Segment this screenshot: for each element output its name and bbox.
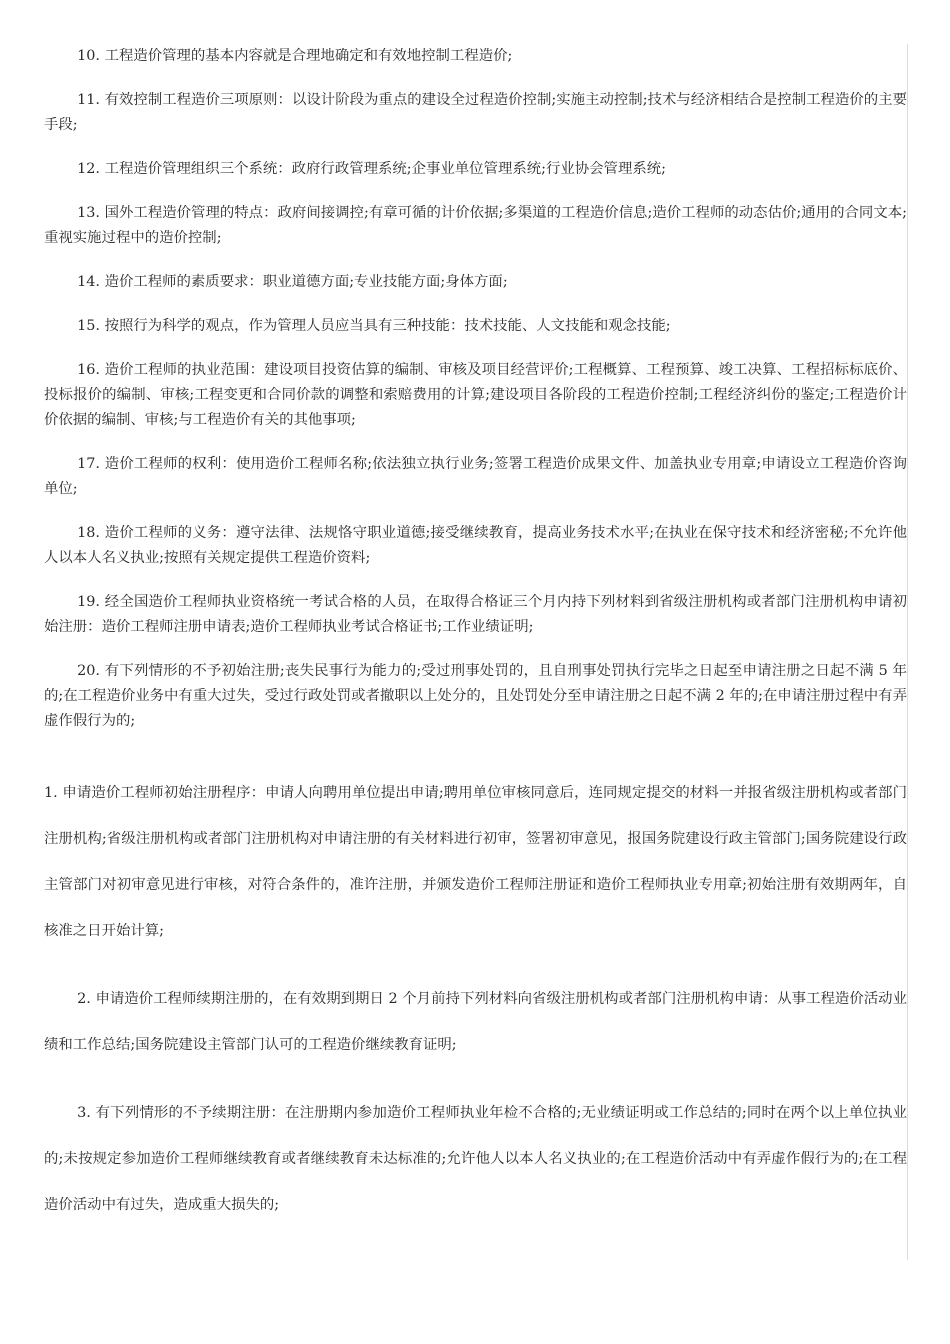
paragraph-12: 12. 工程造价管理组织三个系统：政府行政管理系统;企事业单位管理系统;行业协会管理系统; bbox=[77, 161, 666, 177]
page-edge-rule bbox=[907, 44, 908, 1260]
paragraph-10: 10. 工程造价管理的基本内容就是合理地确定和有效地控制工程造价; bbox=[77, 48, 513, 64]
paragraph-19: 19. 经全国造价工程师执业资格统一考试合格的人员，在取得合格证三个月内持下列材料到省级注册机构或者部门注册机构申请初始注册：造价工程师注册申请表;造价工程师执业考试合格证书;工作业绩证明; bbox=[44, 594, 907, 635]
registration-section bbox=[44, 770, 907, 1228]
paragraph-15: 15. 按照行为科学的观点，作为管理人员应当具有三种技能：技术技能、人文技能和观念技能; bbox=[77, 318, 671, 334]
paragraph-20: 20. 有下列情形的不予初始注册;丧失民事行为能力的;受过刑事处罚的，且自刑事处罚执行完毕之日起至申请注册之日起不满 5 年的;在工程造价业务中有重大过失，受过行政处罚或者撤职以上处分的，且处罚处分至申请注册之日起不满 2 年的;在申请注册过程中有弄虚作假行为的; bbox=[44, 663, 907, 729]
document-body bbox=[44, 44, 907, 1250]
paragraph-renewal-registration: 2. 申请造价工程师续期注册的，在有效期到期日 2 个月前持下列材料向省级注册机构或者部门注册机构申请：从事工程造价活动业绩和工作总结;国务院建设主管部门认可的工程造价继续教育证明; bbox=[44, 991, 907, 1053]
paragraph-16: 16. 造价工程师的执业范围：建设项目投资估算的编制、审核及项目经营评价;工程概算、工程预算、竣工决算、工程招标标底价、投标报价的编制、审核;工程变更和合同价款的调整和索赔费用的计算;建设项目各阶段的工程造价控制;工程经济纠份的鉴定;工程造价计价依据的编制、审核;与工程造价有关的其他事项; bbox=[44, 362, 907, 428]
paragraph-renewal-refusal: 3. 有下列情形的不予续期注册：在注册期内参加造价工程师执业年检不合格的;无业绩证明或工作总结的;同时在两个以上单位执业的;未按规定参加造价工程师继续教育或者继续教育未达标准的;允许他人以本人名义执业的;在工程造价活动中有弄虚作假行为的;在工程造价活动中有过失，造成重大损失的; bbox=[44, 1105, 907, 1213]
paragraph-initial-registration: 1. 申请造价工程师初始注册程序：申请人向聘用单位提出申请;聘用单位审核同意后，连同规定提交的材料一并报省级注册机构或者部门注册机构;省级注册机构或者部门注册机构对申请注册的有关材料进行初审，签署初审意见，报国务院建设行政主管部门;国务院建设行政主管部门对初审意见进行审核，对符合条件的，准许注册，并颁发造价工程师注册证和造价工程师执业专用章;初始注册有效期两年，自核准之日开始计算; bbox=[44, 785, 907, 939]
paragraph-14: 14. 造价工程师的素质要求：职业道德方面;专业技能方面;身体方面; bbox=[77, 274, 508, 290]
paragraph-17: 17. 造价工程师的权利：使用造价工程师名称;依法独立执行业务;签署工程造价成果文件、加盖执业专用章;申请设立工程造价咨询单位; bbox=[44, 456, 907, 497]
paragraph-13: 13. 国外工程造价管理的特点：政府间接调控;有章可循的计价依据;多渠道的工程造价信息;造价工程师的动态估价;通用的合同文本;重视实施过程中的造价控制; bbox=[44, 205, 907, 246]
paragraph-18: 18. 造价工程师的义务：遵守法律、法规恪守职业道德;接受继续教育，提高业务技术水平;在执业在保守技术和经济密秘;不允许他人以本人名义执业;按照有关规定提供工程造价资料; bbox=[44, 525, 907, 566]
paragraph-11: 11. 有效控制工程造价三项原则：以设计阶段为重点的建设全过程造价控制;实施主动控制;技术与经济相结合是控制工程造价的主要手段; bbox=[44, 92, 907, 133]
